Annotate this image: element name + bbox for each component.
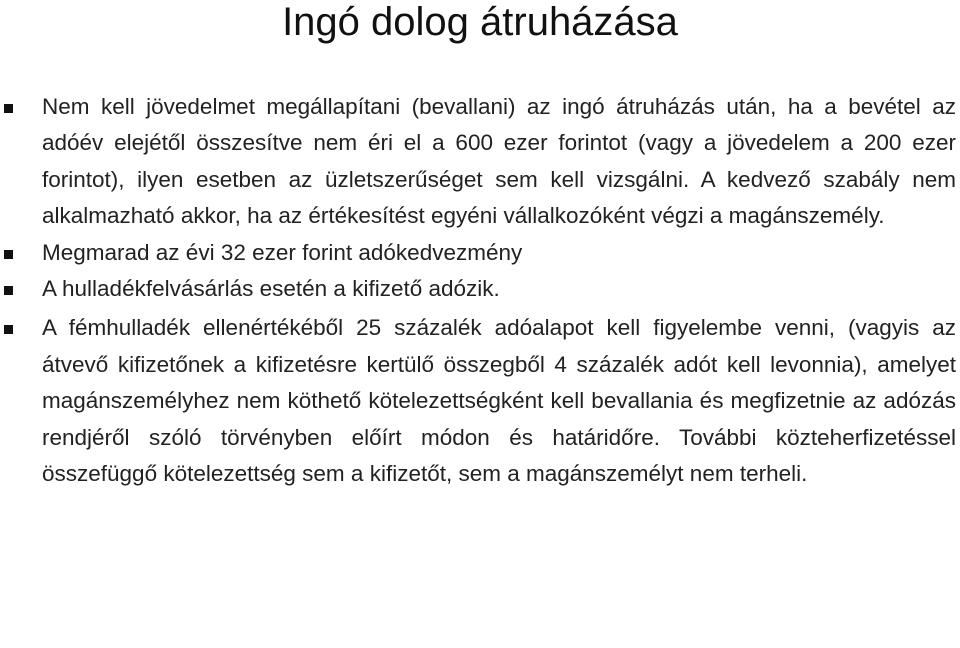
bullet-text: A fémhulladék ellenértékéből 25 százalék adóalapot kell figyelembe venni, (vagyis az átvevő kifizetőnek a kifizetésre kertülő összegből 4 százalék adót kell levonnia), amelyet magánszemélyhez nem köthető kötelezettségként kell bevallania és megfizetnie az adózás rendjéről szóló törvényben előírt módon és határidőre. További közteherfizetéssel összefüggő kötelezettség sem a kifizetőt, sem a magánszemélyt nem terheli. bbox=[42, 315, 956, 487]
bullet-item bbox=[0, 310, 960, 492]
bullet-item bbox=[0, 89, 960, 235]
bullet-list bbox=[0, 89, 960, 492]
square-bullet-icon bbox=[4, 325, 13, 334]
square-bullet-icon bbox=[4, 286, 13, 295]
bullet-text: A hulladékfelvásárlás esetén a kifizető adózik. bbox=[42, 276, 500, 302]
bullet-text: Megmarad az évi 32 ezer forint adókedvezmény bbox=[42, 239, 523, 265]
bullet-item bbox=[0, 235, 960, 271]
slide-title: Ingó dolog átruházása bbox=[282, 0, 678, 44]
bullet-item bbox=[0, 271, 960, 307]
square-bullet-icon bbox=[4, 250, 13, 259]
square-bullet-icon bbox=[4, 104, 13, 113]
bullet-text: Nem kell jövedelmet megállapítani (bevallani) az ingó átruházás után, ha a bevétel az adóév elejétől összesítve nem éri el a 600 ezer forintot (vagy a jövedelem a 200 ezer forintot), ilyen esetben az üzletszerűséget sem kell vizsgálni. A kedvező szabály nem alkalmazható akkor, ha az értékesítést egyéni vállalkozóként végzi a magánszemély. bbox=[42, 94, 956, 229]
